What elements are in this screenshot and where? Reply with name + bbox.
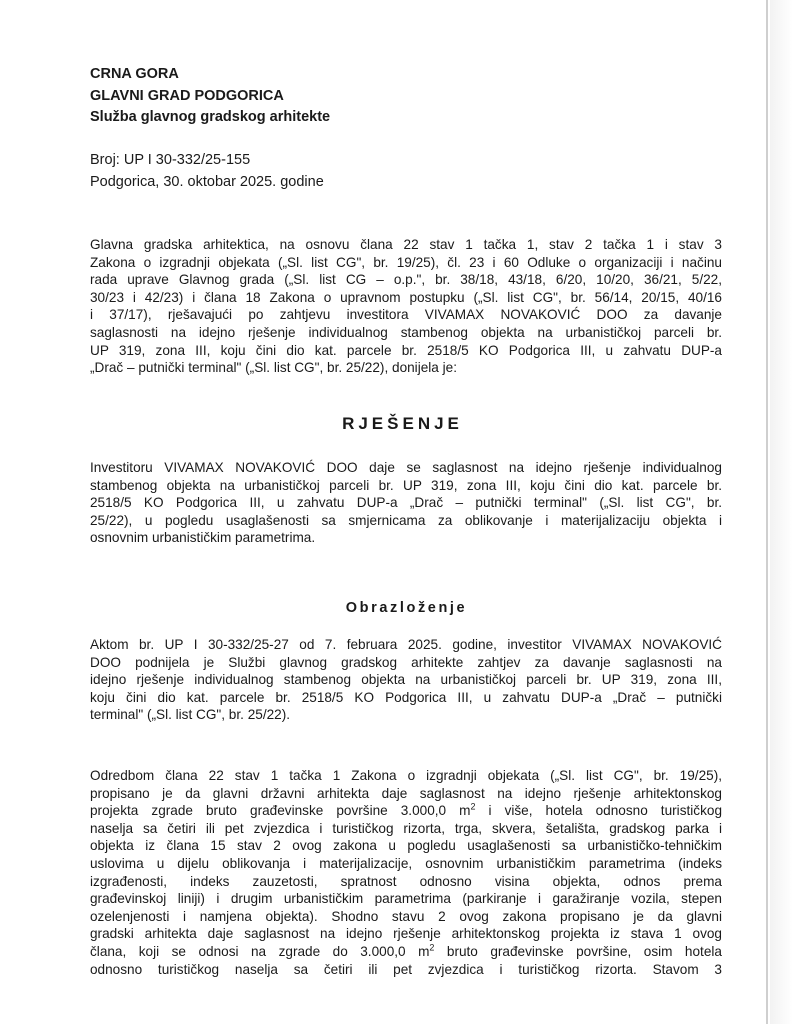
resenje-line: 2518/5 KO Podgorica III, u zahvatu DUP-a „Drač – putnički terminal" („Sl. list CG", br. (90, 495, 722, 511)
obrazlozenje-line: objekta iz člana 15 stav 2 ovog zakona u pogledu usaglašenosti sa urbanističko-tehničkim (90, 838, 722, 854)
obrazlozenje-line: DOO podnijela je Službi glavnog gradskog arhitekte zahtjev za davanje saglasnosti na (90, 654, 722, 670)
intro-line: Zakona o izgradnji objekata („Sl. list CG", br. 19/25), čl. 23 i 60 Odluke o organizaciji i načinu (90, 254, 722, 270)
obrazlozenje-line: građevinskoj liniji) i drugim urbanističkim parametrima (parkiranje i garažiranje vozila, stepen (90, 891, 722, 907)
letterhead (90, 64, 330, 129)
obrazlozenje-line: terminal" („Sl. list CG", br. 25/22). (90, 707, 291, 723)
obrazlozenje-paragraph-1 (90, 636, 722, 724)
superscript: 2 (470, 802, 476, 812)
line-text: i više, hotela odnosno turističkog (475, 803, 722, 819)
obrazlozenje-line: koju čini dio kat. parcele br. 2518/5 KO Podgorica III, u zahvatu DUP-a „Drač – putnički (90, 689, 722, 705)
page-edge-shadow (770, 0, 793, 1024)
line-text: bruto građevinske površine, osim hotela (434, 943, 722, 959)
obrazlozenje-line (90, 943, 722, 961)
reference-block (90, 150, 324, 193)
letterhead-office: Služba glavnog gradskog arhitekte (90, 109, 331, 125)
reference-number: Broj: UP I 30-332/25-155 (90, 152, 251, 168)
resenje-line: Investitoru VIVAMAX NOVAKOVIĆ DOO daje se saglasnost na idejno rješenje individualnog (90, 460, 722, 475)
obrazlozenje-paragraph-2 (90, 767, 722, 978)
page-edge-line (766, 0, 768, 1024)
resenje-line: osnovnim urbanističkim parametrima. (90, 530, 316, 546)
obrazlozenje-line: izgrađenosti, indeks zauzetosti, spratnost odnosno visina objekta, odnos prema (90, 873, 722, 889)
intro-line: saglasnosti na idejno rješenje individualnog stambenog objekta na urbanističkoj parceli br. (90, 324, 722, 340)
obrazlozenje-line: Odredbom člana 22 stav 1 tačka 1 Zakona o izgradnji objekata („Sl. list CG", br. 19/25), (90, 768, 722, 783)
intro-line: „Drač – putnički terminal" („Sl. list CG", br. 25/22), donijela je: (90, 360, 457, 376)
obrazlozenje-line: idejno rješenje individualnog stambenog objekta na urbanističkoj parceli br. UP 319, zona III, (90, 672, 722, 688)
superscript: 2 (429, 942, 435, 953)
intro-line: rada uprave Glavnog grada („Sl. list CG – o.p.", br. 38/18, 43/18, 6/20, 10/20, 36/21, 5/22, (90, 272, 722, 288)
intro-line: Glavna gradska arhitektica, na osnovu člana 22 stav 1 tačka 1, stav 2 tačka 1 i stav 3 (90, 237, 722, 252)
obrazlozenje-line: gradski arhitekta daje saglasnost na idejno rješenje arhitektonskog projekta iz stava 1 ovog (90, 926, 722, 942)
resenje-line: 25/22), u pogledu usaglašenosti sa smjernicama za oblikovanje i materijalizaciju objekta i (90, 512, 722, 528)
obrazlozenje-line: uslovima u dijelu oblikovanja i materijalizacije, osnovnim urbanističkim parametrima (indeks (90, 855, 722, 871)
resenje-title: RJEŠENJE (342, 414, 463, 433)
obrazlozenje-line (90, 802, 722, 820)
obrazlozenje-line: Aktom br. UP I 30-332/25-27 od 7. februara 2025. godine, investitor VIVAMAX NOVAKOVIĆ (90, 637, 722, 652)
intro-line: i 37/17), rješavajući po zahtjevu investitora VIVAMAX NOVAKOVIĆ DOO za davanje (90, 307, 722, 323)
document-date: Podgorica, 30. oktobar 2025. godine (90, 173, 324, 190)
letterhead-country: CRNA GORA (90, 66, 179, 82)
letterhead-city: GLAVNI GRAD PODGORICA (90, 87, 284, 104)
obrazlozenje-line: ozelenjenosti i namjena objekta). Shodno stavu 2 ovog zakona propisano je da glavni (90, 908, 722, 924)
line-text: projekta zgrade bruto građevinske površine 3.000,0 m (90, 803, 471, 819)
resenje-paragraph (90, 459, 722, 547)
intro-line: UP 319, zona III, koju čini dio kat. parcele br. 2518/5 KO Podgorica III, u zahvatu DUP-a (90, 342, 722, 358)
resenje-line: stambenog objekta na urbanističkoj parceli br. UP 319, zona III, koju čini dio kat. parcele br. (90, 477, 722, 493)
intro-paragraph (90, 236, 722, 377)
obrazlozenje-line: propisano je da glavni državni arhitekta daje saglasnost na idejno rješenje arhitektonskog (90, 785, 722, 801)
line-text: člana, koji se odnosi na zgrade do 3.000,0 m (90, 943, 430, 959)
intro-line: 30/23 i 42/23) i člana 18 Zakona o upravnom postupku („Sl. list CG", br. 56/14, 20/15, 40/16 (90, 289, 722, 305)
obrazlozenje-title: Obrazloženje (345, 600, 468, 616)
obrazlozenje-line: naselja sa četiri ili pet zvjezdica i turističkog rizorta, trga, skvera, šetališta, gradskog parka i (90, 820, 722, 836)
obrazlozenje-line: odnosno turističkog naselja sa četiri ili pet zvjezdica i turističkog rizorta. Stavom 3 (90, 961, 722, 977)
